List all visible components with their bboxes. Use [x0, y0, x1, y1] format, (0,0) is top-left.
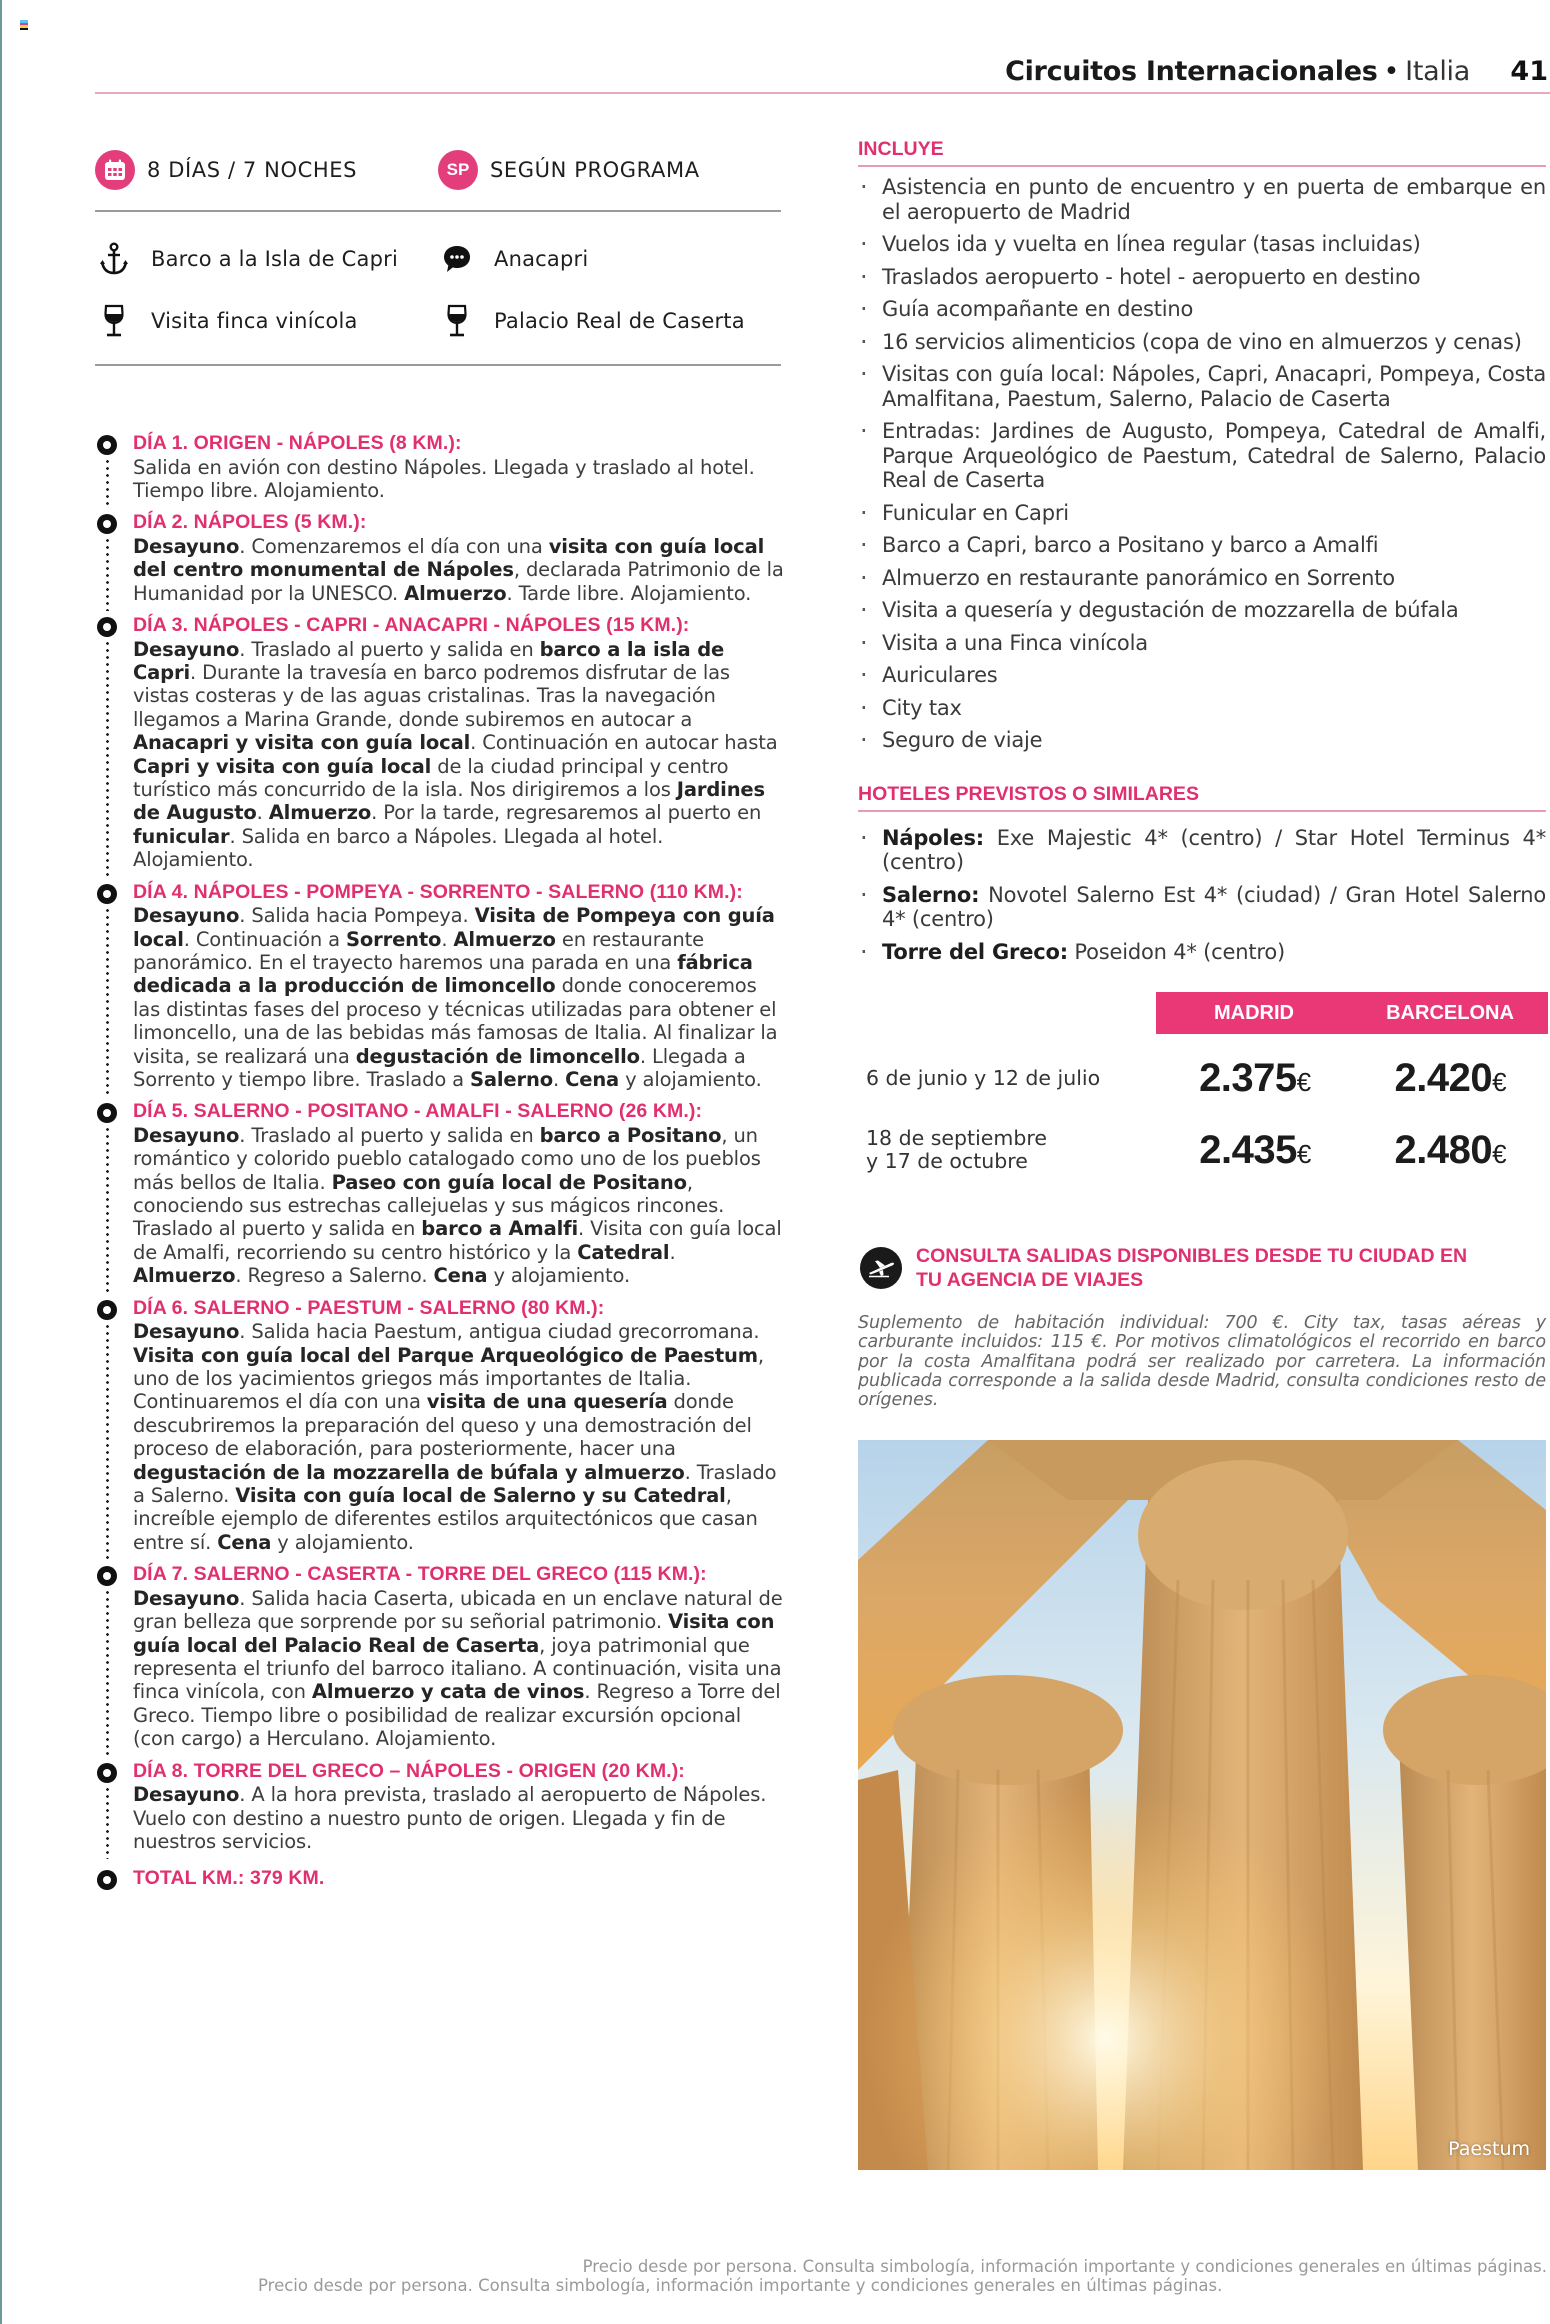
itinerary-day — [95, 1760, 785, 1854]
highlight-text: Visita con guía local del Parque Arqueológico de Paestum — [133, 1343, 758, 1367]
highlight-text: barco a la isla de Capri — [133, 637, 725, 684]
highlight-text: Visita con guía local del Palacio Real de Caserta — [133, 1610, 775, 1657]
includes-list — [858, 175, 1546, 753]
body-text: . Durante la travesía en barco podremos disfrutar de las vistas costeras y de las aguas cristalinas. Tras la navegación llegamos a Marina Grande, donde subiremos en autocar a — [133, 660, 730, 731]
price-table — [858, 992, 1546, 1182]
highlight-text: Almuerzo y cata de vinos — [311, 1680, 585, 1704]
day-description — [133, 638, 785, 872]
program-label: SEGÚN PROGRAMA — [490, 158, 700, 182]
body-text: , un romántico y colorido pueblo catalogado como uno de los pueblos más bellos de Italia. — [133, 1123, 761, 1194]
anchor-icon — [99, 242, 129, 276]
highlight-text: barco a Amalfi — [421, 1217, 579, 1241]
includes-title: INCLUYE — [858, 138, 1546, 167]
highlight-text: Catedral — [577, 1240, 670, 1264]
photo-caption: Paestum — [1448, 2138, 1530, 2161]
highlight-text: Cena — [217, 1530, 272, 1554]
body-text: . Traslado al puerto y salida en — [239, 637, 540, 661]
section-name: Circuitos Internacionales — [1005, 56, 1378, 87]
highlight-text: Desayuno — [133, 1320, 240, 1344]
body-text: . — [552, 1067, 566, 1091]
body-text: . — [441, 927, 454, 951]
highlight-text: Desayuno — [133, 1123, 240, 1147]
feature-highlight — [95, 304, 438, 338]
price-row — [858, 1122, 1548, 1178]
includes-item: · City tax — [858, 696, 1546, 721]
feature-duration — [95, 150, 438, 190]
highlight-text: Paseo con guía local de Positano — [331, 1170, 687, 1194]
highlight-text: Visita de Pompeya con guía local — [133, 904, 775, 951]
body-text: , joya patrimonial que representa el triunfo del barroco italiano. A continuación, visita una finca vinícola, con — [133, 1633, 782, 1704]
feature-highlight — [438, 242, 781, 276]
hotels-title: HOTELES PREVISTOS O SIMILARES — [858, 783, 1546, 812]
body-text: , increíble ejemplo de diferentes estilos arquitectónicos que casan entre sí. — [133, 1484, 758, 1554]
features-top-row — [95, 140, 781, 200]
body-text: . Salida hacia Pompeya. — [239, 904, 475, 928]
includes-item: · Vuelos ida y vuelta en línea regular (tasas incluidas) — [858, 232, 1546, 257]
highlight-text: Sorrento — [346, 927, 442, 951]
hotel-city: Nápoles: — [882, 825, 984, 850]
hotel-item — [858, 940, 1546, 965]
day-marker-icon — [97, 1566, 117, 1586]
includes-item: · Funicular en Capri — [858, 501, 1546, 526]
highlight-text: Cena — [565, 1067, 620, 1091]
highlight-text: visita de una quesería — [426, 1390, 668, 1414]
highlight-label: Palacio Real de Caserta — [494, 309, 745, 333]
body-text: . Continuación a — [183, 927, 346, 951]
timeline-dots — [106, 640, 109, 878]
body-text: y alojamiento. — [487, 1264, 630, 1288]
body-text: y alojamiento. — [619, 1067, 762, 1091]
body-text: . Tarde libre. Alojamiento. — [506, 581, 752, 605]
highlight-text: visita con guía local del centro monumental de Nápoles — [133, 534, 765, 582]
calendar-icon — [95, 150, 135, 190]
body-text: . Regreso a Torre del Greco. Tiempo libre o posibilidad de realizar excursión opcional (con cargo) a Herculano. Alojamiento. — [133, 1680, 781, 1751]
highlight-text: funicular — [133, 824, 230, 848]
includes-item: · Seguro de viaje — [858, 728, 1546, 753]
timeline-dots — [106, 907, 109, 1098]
body-text: . Salida hacia Caserta, ubicada en un enclave natural de gran belleza que sorprende por su señorial patrimonio. — [133, 1586, 783, 1634]
footer-note-1: Precio desde por persona. Consulta simbología, información importante y condiciones generales en últimas páginas. — [582, 2257, 1547, 2276]
hotels-list — [858, 826, 1546, 965]
body-text: de la ciudad principal y centro turístico más concurrido de la isla. Nos dirigiremos a los — [133, 754, 729, 801]
body-text: . Traslado a Salerno. — [133, 1460, 777, 1508]
itinerary-day — [95, 1100, 785, 1287]
body-text: . Llegada a Sorrento y tiempo libre. Traslado a — [133, 1044, 746, 1091]
timeline-dots — [106, 1786, 109, 1860]
day-description — [133, 1587, 785, 1751]
includes-item: · Entradas: Jardines de Augusto, Pompeya, Catedral de Amalfi, Parque Arqueológico de Paestum, Catedral de Salerno, Palacio Real de Caserta — [858, 419, 1546, 493]
highlight-text: Almuerzo — [453, 927, 556, 951]
features-row-2 — [95, 290, 781, 352]
body-text: y alojamiento. — [271, 1530, 414, 1554]
day-description — [133, 1783, 785, 1853]
body-text: Salida en avión con destino Nápoles. Llegada y traslado al hotel. Tiempo libre. Alojamiento. — [133, 455, 755, 502]
column-madrid: MADRID — [1214, 1001, 1294, 1024]
print-color-mark — [20, 20, 28, 30]
body-text: , uno de los yacimientos griegos más importantes de Italia. Continuaremos el día con una — [133, 1343, 764, 1414]
timeline-dots — [106, 1589, 109, 1756]
highlight-text: fábrica dedicada a la producción de limoncello — [133, 950, 753, 998]
column-barcelona: BARCELONA — [1386, 1001, 1514, 1024]
highlight-text: Anacapri y visita con guía local — [133, 731, 471, 755]
body-text: . Salida hacia Paestum, antigua ciudad grecorromana. — [239, 1320, 760, 1344]
page-edge-line — [0, 0, 2, 2324]
highlight-label: Visita finca vinícola — [151, 309, 358, 333]
feature-program — [438, 150, 781, 190]
country-name: Italia — [1405, 56, 1470, 87]
day-description — [133, 904, 785, 1091]
footer-note-2: Precio desde por persona. Consulta simbología, información importante y condiciones generales en últimas páginas. — [258, 2276, 1223, 2295]
day-marker-icon — [97, 514, 117, 534]
total-km-label: TOTAL KM.: 379 KM. — [133, 1867, 325, 1890]
consulta-banner — [858, 1244, 1546, 1292]
departure-dates: 6 de junio y 12 de julio — [866, 1065, 1101, 1090]
day-marker-icon — [97, 884, 117, 904]
price-barcelona: 2.420€ — [1394, 1055, 1507, 1100]
consulta-text: CONSULTA SALIDAS DISPONIBLES DESDE TU CIUDAD EN TU AGENCIA DE VIAJES — [916, 1245, 1468, 1291]
day-title: DÍA 6. SALERNO - PAESTUM - SALERNO (80 KM.): — [133, 1296, 605, 1319]
section-title — [1005, 56, 1470, 87]
itinerary-day — [95, 511, 785, 605]
hotel-city: Torre del Greco: — [882, 939, 1068, 964]
temple-columns-image — [858, 1440, 1546, 2170]
hotel-names: Poseidon 4* (centro) — [1074, 939, 1285, 964]
includes-item: · Visita a quesería y degustación de mozzarella de búfala — [858, 598, 1546, 623]
timeline-dots — [106, 458, 109, 508]
includes-item: · Visitas con guía local: Nápoles, Capri, Anacapri, Pompeya, Costa Amalfitana, Paestum, Salerno, Palacio de Caserta — [858, 362, 1546, 411]
highlight-text: degustación de limoncello — [355, 1044, 640, 1068]
day-description — [133, 456, 785, 503]
body-text: . Continuación en autocar hasta — [470, 731, 778, 755]
separator: • — [1383, 56, 1400, 87]
total-km — [95, 1867, 785, 1891]
hotel-names: Novotel Salerno Est 4* (ciudad) / Gran Hotel Salerno 4* (centro) — [882, 882, 1546, 931]
sp-badge-icon: SP — [438, 150, 478, 190]
speech-bubble-icon — [442, 242, 472, 276]
hotel-item — [858, 826, 1546, 875]
body-text: , declarada Patrimonio de la Humanidad por la UNESCO. — [133, 558, 784, 605]
highlight-label: Anacapri — [494, 247, 589, 271]
body-text: . — [669, 1240, 676, 1264]
highlight-text: Cena — [433, 1264, 488, 1288]
body-text: . Traslado al puerto y salida en — [239, 1123, 540, 1147]
departure-dates: 18 de septiembre y 17 de octubre — [866, 1126, 1047, 1173]
body-text: . Visita con guía local de Amalfi, recorriendo su centro histórico y la — [133, 1217, 782, 1264]
airplane-icon — [860, 1247, 902, 1289]
feature-highlight — [438, 304, 781, 338]
body-text: . A la hora prevista, traslado al aeropuerto de Nápoles. Vuelo con destino a nuestro punto de origen. Llegada y fin de nuestros servicios. — [133, 1783, 767, 1853]
includes-item: · Auriculares — [858, 663, 1546, 688]
includes-item: · Barco a Capri, barco a Positano y barco a Amalfi — [858, 533, 1546, 558]
wine-glass-icon — [99, 304, 129, 338]
divider — [95, 364, 781, 366]
day-title: DÍA 2. NÁPOLES (5 KM.): — [133, 511, 367, 534]
itinerary-day — [95, 1563, 785, 1750]
body-text: . Salida en barco a Nápoles. Llegada al hotel. Alojamiento. — [133, 824, 664, 872]
day-marker-icon — [97, 435, 117, 455]
paestum-photo — [858, 1440, 1546, 2170]
conditions-note: Suplemento de habitación individual: 700 €. City tax, tasas aéreas y carburante incluidos: 115 €. Por motivos climatológicos el recorrido en barco por la costa Amalfitana podrá ser realizado por carretera. La información publicada corresponde a la salida desde Madrid, consulta condiciones resto de orígenes. — [858, 1313, 1546, 1411]
body-text: , conociendo sus estrechas callejuelas y sus mágicos rincones. Traslado al puerto y salida en — [133, 1170, 725, 1241]
highlight-text: barco a Positano — [539, 1123, 722, 1147]
day-marker-icon — [97, 1763, 117, 1783]
itinerary-day — [95, 881, 785, 1092]
body-text: en restaurante panorámico. En el trayecto haremos una parada en una — [133, 927, 704, 974]
timeline-dots — [106, 1126, 109, 1293]
includes-item: · 16 servicios alimenticios (copa de vino en almuerzos y cenas) — [858, 330, 1546, 355]
includes-item: · Asistencia en punto de encuentro y en puerta de embarque en el aeropuerto de Madrid — [858, 175, 1546, 224]
highlight-text: Desayuno — [133, 1586, 240, 1610]
itinerary-day — [95, 614, 785, 872]
highlight-text: Desayuno — [133, 534, 240, 558]
page-header — [95, 56, 1550, 94]
timeline-dots — [106, 537, 109, 611]
highlight-label: Barco a la Isla de Capri — [151, 247, 399, 271]
day-marker-icon — [97, 1103, 117, 1123]
total-marker-icon — [97, 1870, 117, 1890]
price-barcelona: 2.480€ — [1394, 1127, 1507, 1172]
highlight-text: degustación de la mozzarella de búfala y almuerzo — [133, 1460, 685, 1484]
highlight-text: Desayuno — [133, 1783, 240, 1807]
day-title: DÍA 8. TORRE DEL GRECO – NÁPOLES - ORIGEN (20 KM.): — [133, 1759, 685, 1782]
day-marker-icon — [97, 1300, 117, 1320]
hotel-city: Salerno: — [882, 882, 980, 907]
feature-highlight — [95, 242, 438, 276]
price-table-header — [1156, 992, 1548, 1034]
includes-item: · Visita a una Finca vinícola — [858, 631, 1546, 656]
includes-item: · Traslados aeropuerto - hotel - aeropuerto en destino — [858, 265, 1546, 290]
day-description — [133, 535, 785, 605]
hotel-names: Exe Majestic 4* (centro) / Star Hotel Terminus 4* (centro) — [882, 825, 1546, 874]
price-madrid: 2.435€ — [1199, 1127, 1311, 1172]
day-title: DÍA 4. NÁPOLES - POMPEYA - SORRENTO - SALERNO (110 KM.): — [133, 880, 743, 903]
includes-item: · Almuerzo en restaurante panorámico en Sorrento — [858, 566, 1546, 591]
highlight-text: Almuerzo — [133, 1264, 236, 1288]
itinerary-day — [95, 432, 785, 502]
day-title: DÍA 5. SALERNO - POSITANO - AMALFI - SALERNO (26 KM.): — [133, 1100, 703, 1123]
highlight-text: Almuerzo — [404, 581, 507, 605]
highlight-text: Capri y visita con guía local — [133, 754, 432, 778]
highlight-text: Salerno — [470, 1067, 553, 1091]
price-row — [858, 1050, 1548, 1106]
body-text: . Por la tarde, regresaremos al puerto en — [371, 801, 762, 825]
highlight-text: Almuerzo — [268, 801, 372, 825]
day-marker-icon — [97, 617, 117, 637]
price-madrid: 2.375€ — [1199, 1055, 1311, 1100]
hotel-item — [858, 883, 1546, 932]
duration-label: 8 DÍAS / 7 NOCHES — [147, 158, 358, 182]
wine-glass-icon — [442, 304, 472, 338]
divider — [95, 210, 781, 212]
day-description — [133, 1320, 785, 1554]
highlight-text: Jardines de Augusto — [133, 777, 765, 825]
timeline-dots — [106, 1323, 109, 1561]
body-text: . Regreso a Salerno. — [235, 1264, 434, 1288]
highlight-text: Desayuno — [133, 904, 240, 928]
day-title: DÍA 1. ORIGEN - NÁPOLES (8 KM.): — [133, 432, 462, 454]
itinerary — [95, 432, 785, 1900]
body-text: donde descubriremos la preparación del queso y una demostración del proceso de elaboración, para posteriormente, hacer una — [133, 1390, 752, 1461]
day-title: DÍA 7. SALERNO - CASERTA - TORRE DEL GRECO (115 KM.): — [133, 1563, 707, 1586]
highlight-text: Desayuno — [133, 637, 240, 661]
trip-features — [95, 140, 781, 366]
includes-item: · Guía acompañante en destino — [858, 297, 1546, 322]
day-description — [133, 1124, 785, 1288]
highlight-text: Visita con guía local de Salerno y su Catedral — [235, 1484, 726, 1508]
features-row-1 — [95, 228, 781, 290]
body-text: . — [256, 801, 269, 825]
body-text: . Comenzaremos el día con una — [239, 534, 549, 558]
page-number: 41 — [1510, 56, 1548, 87]
itinerary-day — [95, 1297, 785, 1555]
right-column — [858, 138, 1546, 2170]
body-text: donde conoceremos las distintas fases del proceso y técnicas utilizadas para obtener el limoncello, una de las bebidas más famosas de Italia. Al finalizar la visita, se realizará una — [133, 974, 778, 1068]
day-title: DÍA 3. NÁPOLES - CAPRI - ANACAPRI - NÁPOLES (15 KM.): — [133, 614, 690, 637]
